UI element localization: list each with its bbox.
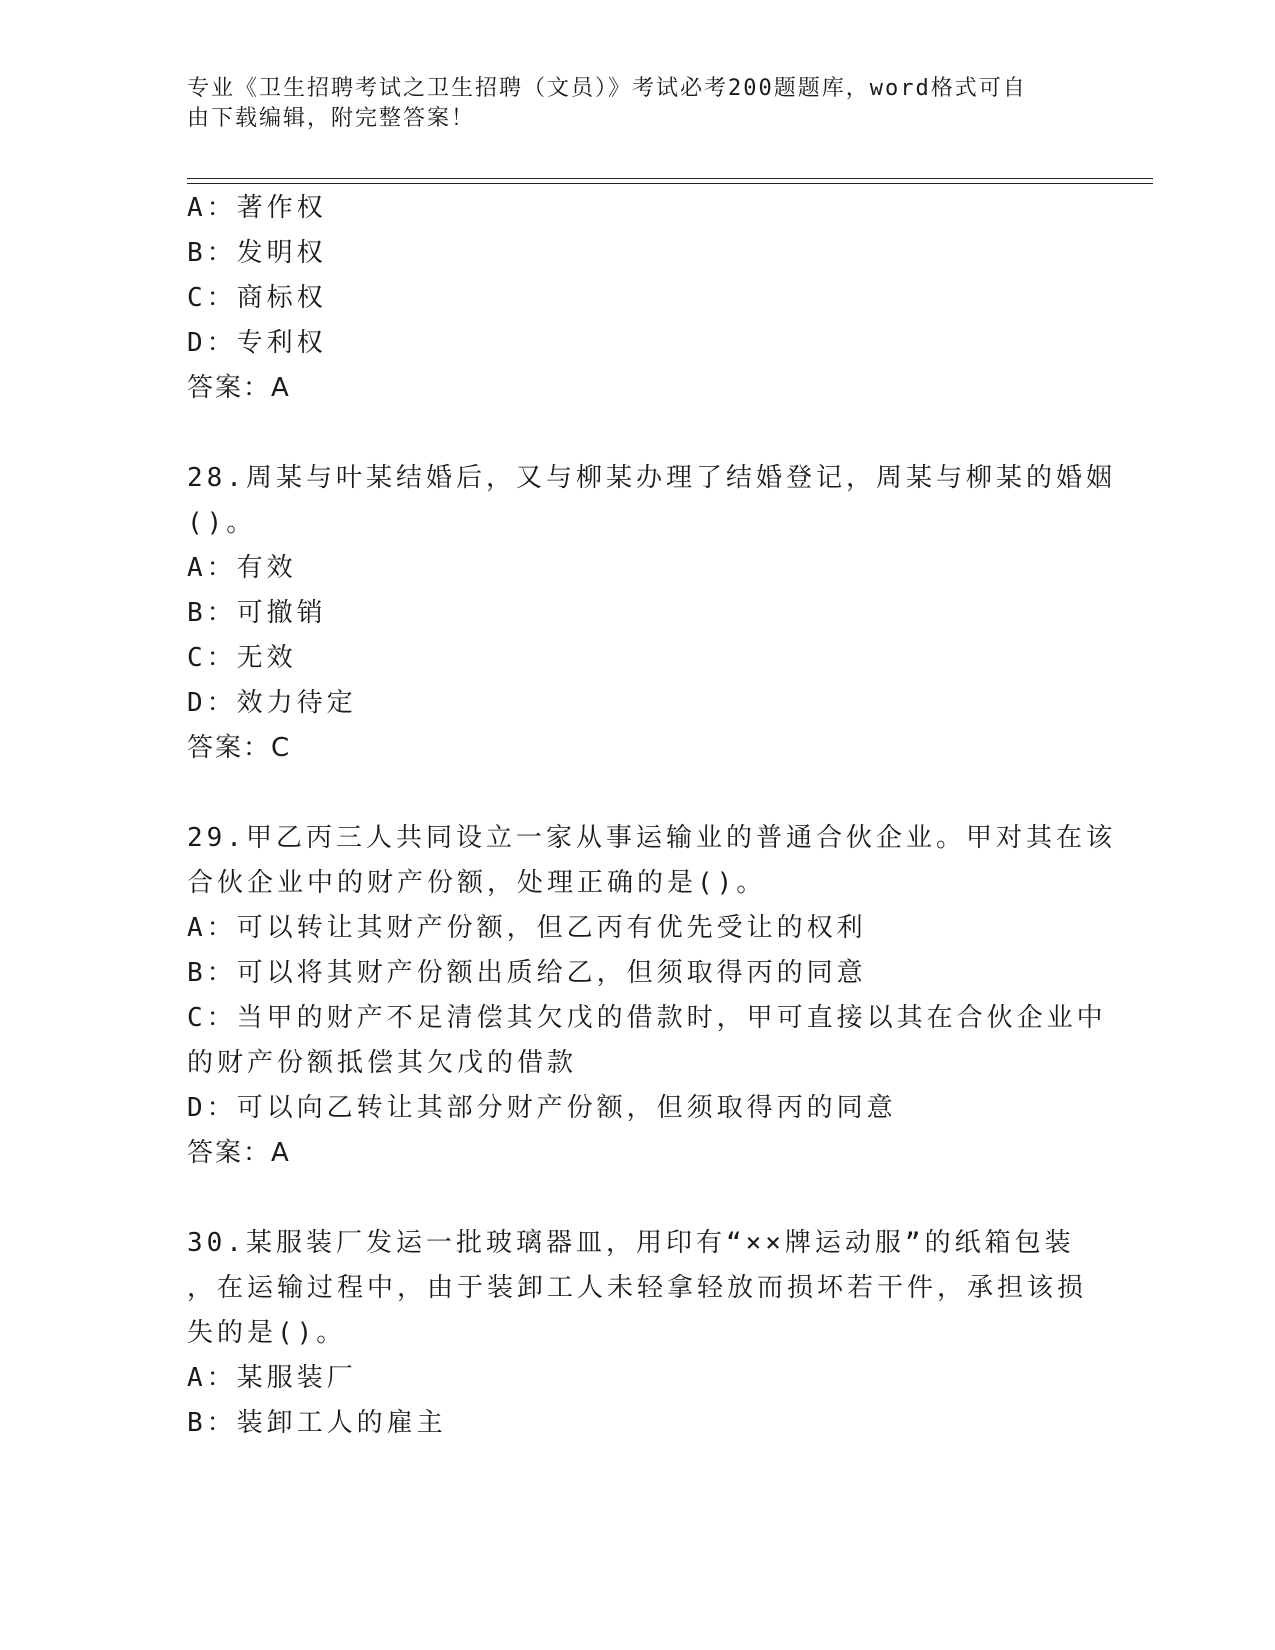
q28-answer: 答案：C [187,733,292,763]
q29-stem-line-1: 29.甲乙丙三人共同设立一家从事运输业的普通合伙企业。甲对其在该 [187,823,1116,853]
q28-option-d: D：效力待定 [187,688,357,718]
q29-option-c-line-1: C：当甲的财产不足清偿其欠戊的借款时，甲可直接以其在合伙企业中 [187,1003,1107,1033]
q27-option-b: B：发明权 [187,238,327,268]
q29-option-a: A：可以转让其财产份额，但乙丙有优先受让的权利 [187,913,867,943]
q30-option-a: A：某服装厂 [187,1363,357,1393]
q28-stem-line-2: ()。 [187,508,257,538]
q28-option-a: A：有效 [187,553,297,583]
q29-answer: 答案：A [187,1138,291,1168]
q27-option-a: A：著作权 [187,193,327,223]
q30-option-b: B：装卸工人的雇主 [187,1408,447,1438]
q29-option-b: B：可以将其财产份额出质给乙，但须取得丙的同意 [187,958,867,988]
q28-option-c: C：无效 [187,643,297,673]
header-divider-bottom [187,183,1153,184]
q29-stem-line-2: 合伙企业中的财产份额，处理正确的是()。 [187,868,767,898]
document-header [187,74,1067,134]
q30-stem-line-3: 失的是()。 [187,1318,347,1348]
q30-stem-line-1: 30.某服装厂发运一批玻璃器皿，用印有“××牌运动服”的纸箱包装 [187,1228,1075,1258]
q28-option-b: B：可撤销 [187,598,327,628]
q27-option-c: C：商标权 [187,283,327,313]
q27-answer: 答案：A [187,373,291,403]
q29-option-c-line-2: 的财产份额抵偿其欠戊的借款 [187,1048,578,1078]
q30-stem-line-2: ，在运输过程中，由于装卸工人未轻拿轻放而损坏若干件，承担该损 [187,1273,1088,1303]
header-line-1: 专业《卫生招聘考试之卫生招聘（文员）》考试必考200题题库，word格式可自 [187,76,1027,101]
q28-stem-line-1: 28.周某与叶某结婚后，又与柳某办理了结婚登记，周某与柳某的婚姻 [187,463,1116,493]
q29-option-d: D：可以向乙转让其部分财产份额，但须取得丙的同意 [187,1093,897,1123]
header-line-2: 由下载编辑，附完整答案！ [187,106,476,131]
q27-option-d: D：专利权 [187,328,327,358]
header-divider-top [187,178,1153,179]
